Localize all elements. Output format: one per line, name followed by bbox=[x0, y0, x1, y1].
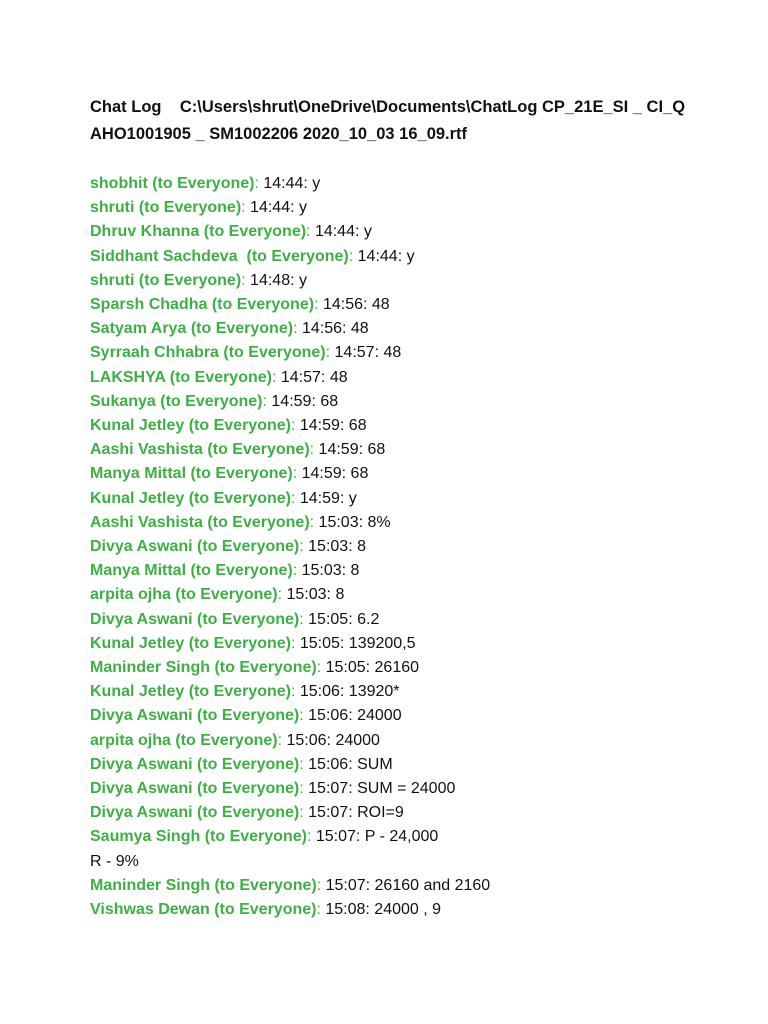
message-time: 14:59 bbox=[271, 392, 312, 410]
message-recipient: (to Everyone) bbox=[204, 828, 307, 846]
message-text: 8 bbox=[350, 562, 360, 580]
message-sender: Divya Aswani bbox=[90, 804, 193, 822]
message-sender: Aashi Vashista bbox=[90, 441, 203, 459]
message-text: y bbox=[348, 489, 357, 507]
message-text: y bbox=[298, 199, 307, 217]
message-time: 14:48 bbox=[250, 271, 291, 289]
message-time: 15:06 bbox=[286, 731, 327, 749]
chat-message: Kunal Jetley (to Everyone): 15:05: 139200,5 bbox=[90, 634, 416, 652]
message-time: 14:44 bbox=[250, 199, 291, 217]
message-sender: Manya Mittal bbox=[90, 465, 187, 483]
message-recipient: (to Everyone) bbox=[190, 465, 293, 483]
chat-message: shruti (to Everyone): 14:48: y bbox=[90, 271, 307, 289]
chat-message: shruti (to Everyone): 14:44: y bbox=[90, 199, 307, 217]
message-text: SUM = 24000 bbox=[357, 780, 456, 798]
message-sender: arpita ojha bbox=[90, 731, 171, 749]
message-text: 48 bbox=[371, 296, 390, 314]
message-text: y bbox=[312, 175, 321, 192]
message-text: 68 bbox=[367, 441, 386, 459]
message-time: 15:05 bbox=[308, 610, 349, 628]
title-path: C:\Users\shrut\OneDrive\Documents\ChatLog CP_21E_SI _ CI_QAHO1001905 _ SM1002206 2020_10_03 16_09.rtf bbox=[90, 98, 686, 143]
message-sender: Manya Mittal bbox=[90, 562, 187, 580]
message-time: 15:05 bbox=[325, 659, 366, 677]
message-recipient: (to Everyone) bbox=[197, 707, 300, 725]
message-recipient: (to Everyone) bbox=[138, 271, 242, 289]
chat-message: Syrraah Chhabra (to Everyone): 14:57: 48 bbox=[90, 344, 402, 362]
message-recipient: (to Everyone) bbox=[211, 296, 315, 314]
message-text: 8% bbox=[367, 513, 391, 531]
message-time: 14:56 bbox=[301, 320, 342, 338]
message-sender: arpita ojha bbox=[90, 586, 171, 604]
message-recipient: (to Everyone) bbox=[203, 223, 307, 241]
message-text: 139200,5 bbox=[348, 634, 416, 652]
message-sender: Satyam Arya bbox=[90, 320, 187, 338]
message-time: 14:57 bbox=[280, 368, 321, 386]
chat-message: Divya Aswani (to Everyone): 15:06: SUM bbox=[90, 755, 393, 773]
message-sender: Kunal Jetley bbox=[90, 634, 185, 652]
message-text: 68 bbox=[350, 465, 369, 483]
message-sender: Divya Aswani bbox=[90, 755, 193, 773]
message-time: 15:06 bbox=[299, 683, 340, 701]
message-time: 15:03 bbox=[301, 562, 342, 580]
message-time: 15:06 bbox=[308, 707, 349, 725]
message-text: 6.2 bbox=[357, 610, 380, 628]
message-time: 15:07 bbox=[308, 780, 349, 798]
message-time: 15:07 bbox=[308, 804, 349, 822]
message-sender: shruti bbox=[90, 271, 135, 289]
document-title bbox=[90, 94, 690, 148]
message-sender: shruti bbox=[90, 199, 135, 217]
message-text: 26160 bbox=[374, 659, 420, 677]
message-time: 15:07 bbox=[325, 876, 366, 894]
message-sender: shobhit bbox=[90, 175, 148, 192]
chat-message: Maninder Singh (to Everyone): 15:07: 26160 and 2160 bbox=[90, 876, 491, 894]
message-time: 14:44 bbox=[357, 247, 398, 265]
message-text: 68 bbox=[348, 417, 367, 435]
message-sender: Kunal Jetley bbox=[90, 489, 185, 507]
message-time: 14:44 bbox=[314, 223, 355, 241]
message-text: y bbox=[363, 223, 372, 241]
message-text: 24000 bbox=[335, 731, 380, 749]
message-sender: Divya Aswani bbox=[90, 707, 193, 725]
message-recipient: (to Everyone) bbox=[197, 804, 300, 822]
chat-message: arpita ojha (to Everyone): 15:03: 8 bbox=[90, 586, 345, 604]
message-recipient: (to Everyone) bbox=[197, 610, 300, 628]
chat-message: Aashi Vashista (to Everyone): 14:59: 68 bbox=[90, 441, 386, 459]
message-text: SUM bbox=[357, 755, 393, 773]
message-time: 15:07 bbox=[315, 828, 356, 846]
message-recipient: (to Everyone) bbox=[175, 586, 278, 604]
message-recipient: (to Everyone) bbox=[207, 441, 310, 459]
message-sender: Kunal Jetley bbox=[90, 417, 185, 435]
message-sender: Vishwas Dewan bbox=[90, 901, 210, 919]
chat-message: Kunal Jetley (to Everyone): 14:59: 68 bbox=[90, 417, 367, 435]
chat-message: Sukanya (to Everyone): 14:59: 68 bbox=[90, 392, 339, 410]
message-time: 14:56 bbox=[322, 296, 363, 314]
message-sender: Divya Aswani bbox=[90, 780, 193, 798]
message-sender: Aashi Vashista bbox=[90, 513, 203, 531]
message-text: 68 bbox=[320, 392, 339, 410]
message-sender: Divya Aswani bbox=[90, 538, 193, 556]
chat-message: arpita ojha (to Everyone): 15:06: 24000 bbox=[90, 731, 380, 749]
chat-message: Sparsh Chadha (to Everyone): 14:56: 48 bbox=[90, 296, 390, 314]
message-text: 24000 , 9 bbox=[374, 901, 442, 919]
message-text: 24000 bbox=[357, 707, 402, 725]
message-recipient: (to Everyone) bbox=[175, 731, 278, 749]
chat-message: Maninder Singh (to Everyone): 15:05: 26160 bbox=[90, 659, 420, 677]
message-text: y bbox=[298, 271, 307, 289]
message-time: 14:59 bbox=[299, 489, 340, 507]
message-recipient: (to Everyone) bbox=[188, 634, 291, 652]
message-recipient: (to Everyone) bbox=[190, 562, 293, 580]
message-recipient: (to Everyone) bbox=[197, 538, 300, 556]
message-text: y bbox=[406, 247, 415, 265]
message-sender: Siddhant Sachdeva bbox=[90, 247, 243, 265]
message-text: 26160 and 2160 bbox=[374, 876, 491, 894]
message-recipient: (to Everyone) bbox=[190, 320, 294, 338]
chat-message: shobhit (to Everyone): 14:44: y bbox=[90, 175, 321, 192]
chat-message: Manya Mittal (to Everyone): 14:59: 68 bbox=[90, 465, 369, 483]
message-time: 15:06 bbox=[308, 755, 349, 773]
title-label: Chat Log bbox=[90, 98, 162, 116]
message-recipient: (to Everyone) bbox=[160, 392, 263, 410]
message-recipient: (to Everyone) bbox=[169, 368, 272, 386]
message-sender: Dhruv Khanna bbox=[90, 223, 200, 241]
chat-message: Vishwas Dewan (to Everyone): 15:08: 24000 , 9 bbox=[90, 901, 442, 919]
chat-message: Siddhant Sachdeva (to Everyone): 14:44: y bbox=[90, 247, 415, 265]
message-sender: Sparsh Chadha bbox=[90, 296, 208, 314]
chat-message: Kunal Jetley (to Everyone): 14:59: y bbox=[90, 489, 357, 507]
message-time: 15:03 bbox=[318, 513, 359, 531]
message-text: 8 bbox=[357, 538, 366, 556]
message-continuation: R - 9% bbox=[90, 852, 139, 870]
message-time: 14:57 bbox=[334, 344, 375, 362]
message-recipient: (to Everyone) bbox=[197, 780, 300, 798]
message-sender: Kunal Jetley bbox=[90, 683, 185, 701]
message-sender: Sukanya bbox=[90, 392, 156, 410]
message-recipient: (to Everyone) bbox=[152, 175, 255, 192]
message-recipient: (to Everyone) bbox=[214, 901, 317, 919]
message-time: 14:59 bbox=[318, 441, 359, 459]
message-text: 13920* bbox=[348, 683, 400, 701]
chat-message: Divya Aswani (to Everyone): 15:07: SUM = 24000 bbox=[90, 780, 456, 798]
chat-message: Kunal Jetley (to Everyone): 15:06: 13920* bbox=[90, 683, 400, 701]
message-sender: Maninder Singh bbox=[90, 659, 210, 677]
chat-message: Dhruv Khanna (to Everyone): 14:44: y bbox=[90, 223, 372, 241]
message-recipient: (to Everyone) bbox=[197, 755, 300, 773]
chat-message-list bbox=[90, 172, 728, 922]
message-recipient: (to Everyone) bbox=[188, 417, 291, 435]
message-text: 48 bbox=[350, 320, 369, 338]
message-recipient: (to Everyone) bbox=[223, 344, 326, 362]
message-recipient: (to Everyone) bbox=[207, 513, 310, 531]
message-time: 15:03 bbox=[308, 538, 349, 556]
message-text: 48 bbox=[383, 344, 402, 362]
message-sender: LAKSHYA bbox=[90, 368, 166, 386]
message-sender: Saumya Singh bbox=[90, 828, 201, 846]
message-time: 15:08 bbox=[325, 901, 366, 919]
chat-message: Manya Mittal (to Everyone): 15:03: 8 bbox=[90, 562, 360, 580]
message-recipient: (to Everyone) bbox=[246, 247, 349, 265]
message-time: 14:44 bbox=[263, 175, 304, 192]
message-sender: Maninder Singh bbox=[90, 876, 210, 894]
chat-message: Divya Aswani (to Everyone): 15:05: 6.2 bbox=[90, 610, 380, 628]
message-sender: Divya Aswani bbox=[90, 610, 193, 628]
chat-message: Aashi Vashista (to Everyone): 15:03: 8% bbox=[90, 513, 391, 531]
message-recipient: (to Everyone) bbox=[214, 876, 317, 894]
message-text: ROI=9 bbox=[357, 804, 404, 822]
message-recipient: (to Everyone) bbox=[188, 489, 291, 507]
chat-message: Divya Aswani (to Everyone): 15:06: 24000 bbox=[90, 707, 402, 725]
chat-message: Divya Aswani (to Everyone): 15:07: ROI=9 bbox=[90, 804, 404, 822]
message-sender: Syrraah Chhabra bbox=[90, 344, 219, 362]
message-text: P - 24,000 bbox=[364, 828, 439, 846]
message-text: 48 bbox=[329, 368, 348, 386]
chat-message: Saumya Singh (to Everyone): 15:07: P - 24,000 bbox=[90, 828, 439, 846]
message-recipient: (to Everyone) bbox=[138, 199, 242, 217]
message-time: 14:59 bbox=[301, 465, 342, 483]
message-recipient: (to Everyone) bbox=[214, 659, 317, 677]
message-recipient: (to Everyone) bbox=[188, 683, 291, 701]
message-text: 8 bbox=[335, 586, 345, 604]
chat-message: Divya Aswani (to Everyone): 15:03: 8 bbox=[90, 538, 366, 556]
chat-message: Satyam Arya (to Everyone): 14:56: 48 bbox=[90, 320, 369, 338]
message-time: 15:03 bbox=[286, 586, 327, 604]
message-time: 14:59 bbox=[299, 417, 340, 435]
message-time: 15:05 bbox=[299, 634, 340, 652]
chat-message: LAKSHYA (to Everyone): 14:57: 48 bbox=[90, 368, 348, 386]
